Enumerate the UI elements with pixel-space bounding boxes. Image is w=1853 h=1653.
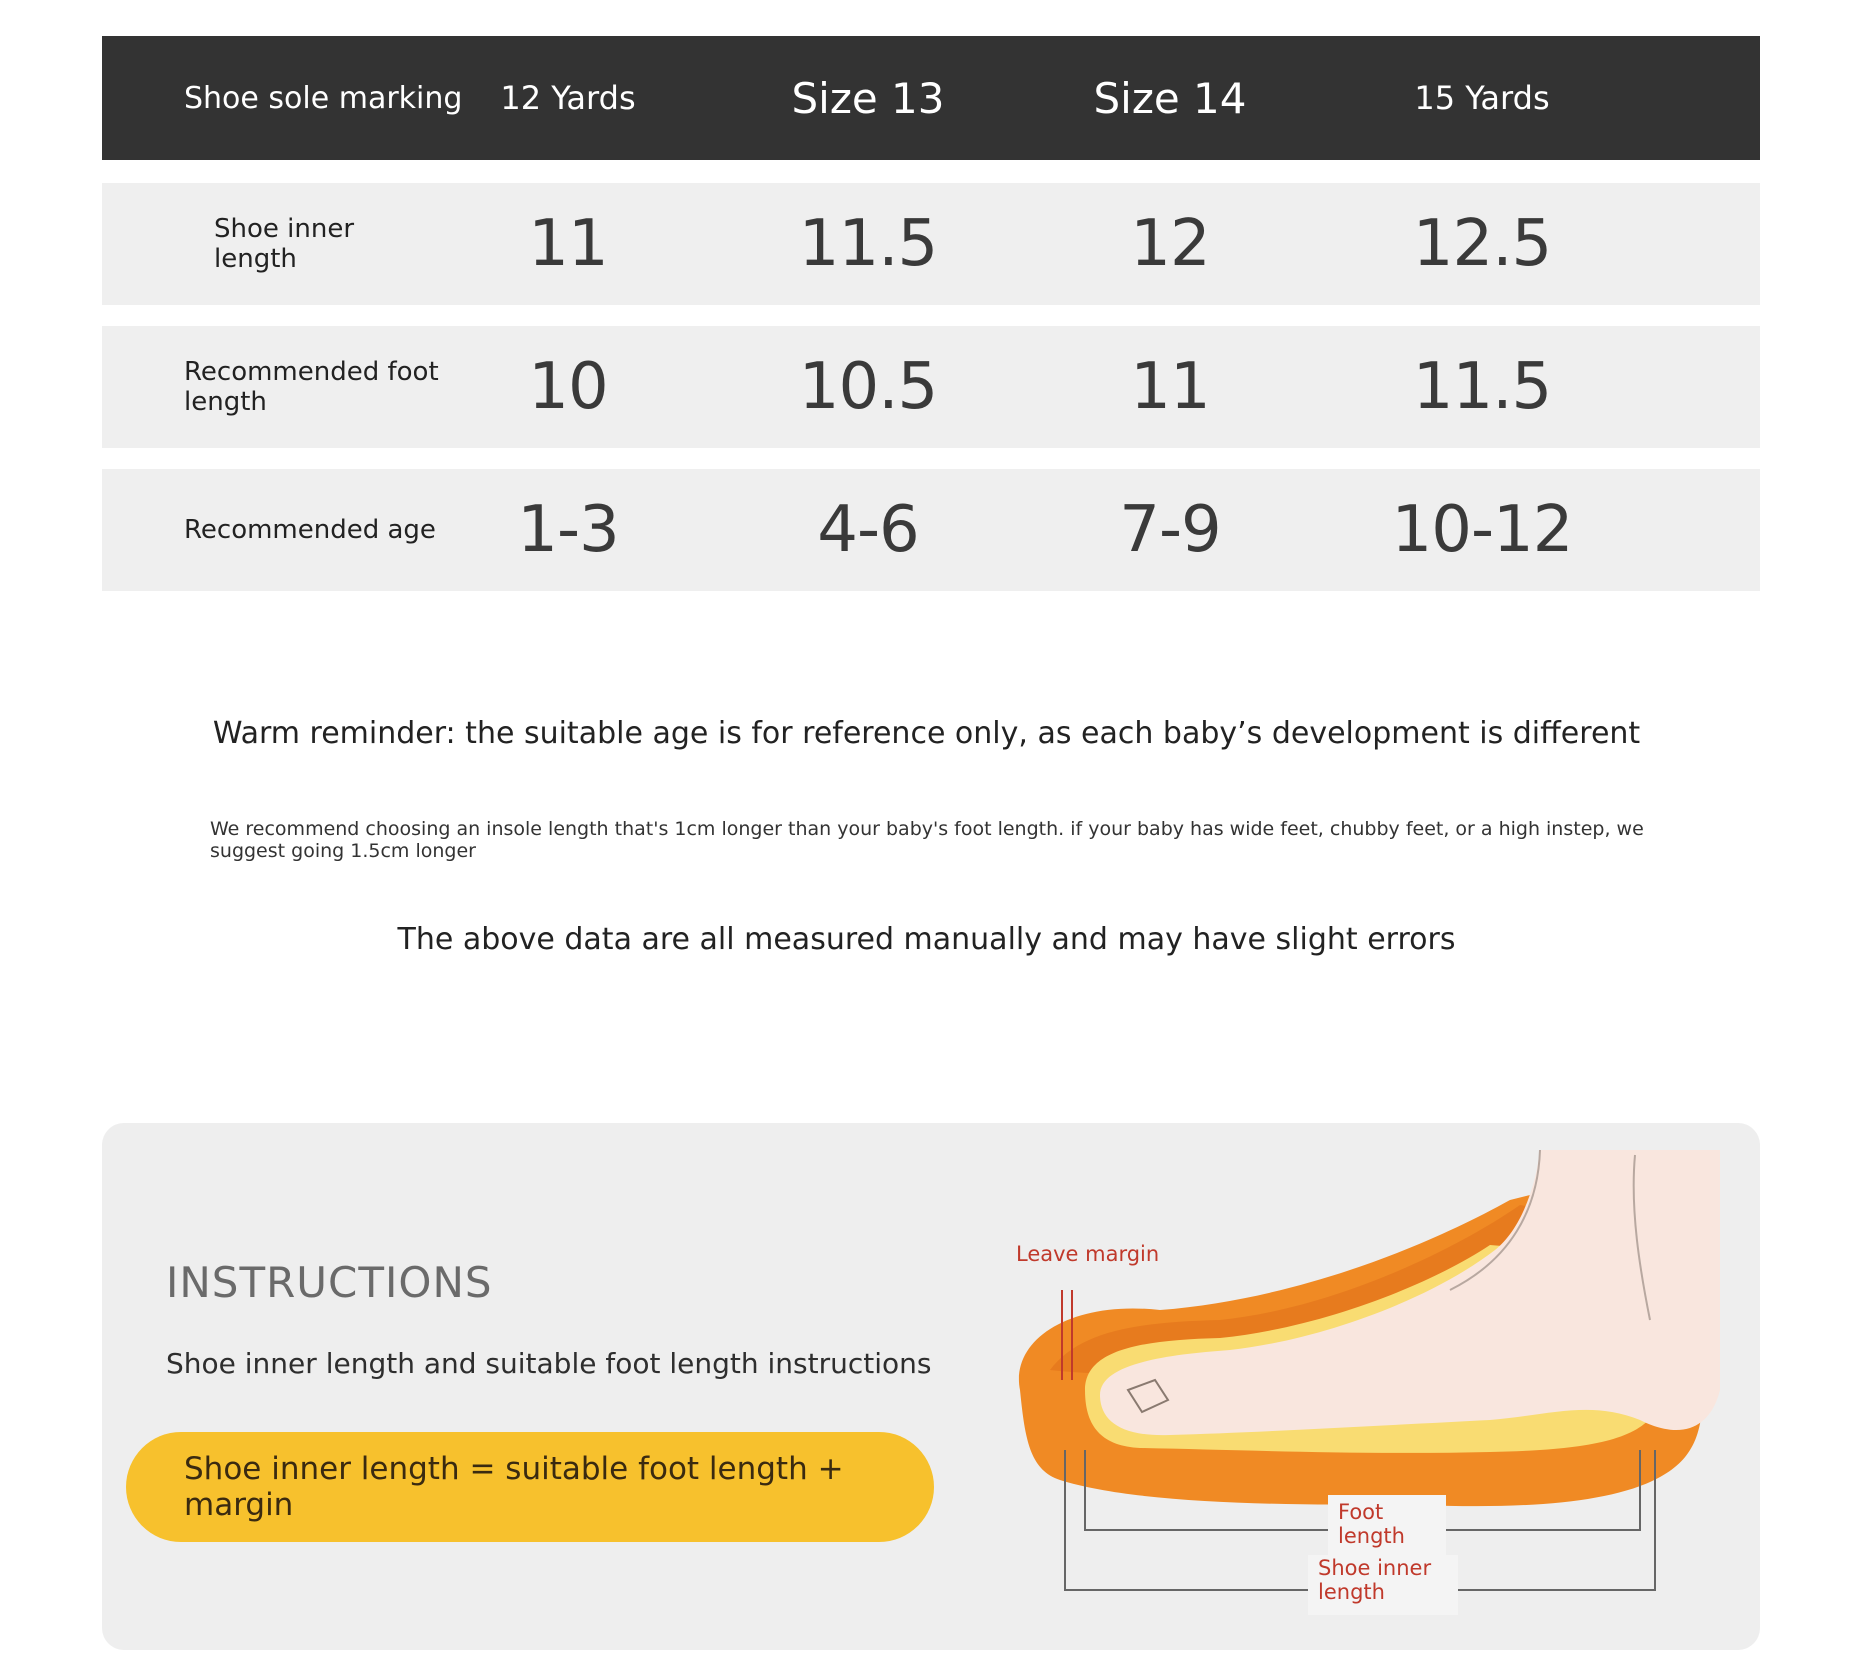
row-value: 11 — [528, 207, 608, 281]
row-value: 11.5 — [1412, 350, 1552, 424]
row-value: 12.5 — [1412, 207, 1552, 281]
row-value: 11.5 — [798, 207, 938, 281]
row-value: 1-3 — [517, 493, 619, 567]
row-value: 11 — [1130, 350, 1210, 424]
header-size-14: Size 14 — [1093, 73, 1247, 123]
foot-length-label — [1338, 1500, 1405, 1548]
table-row-recommended-age — [102, 469, 1760, 591]
shoe-inner-length-label-line-2: length — [1318, 1580, 1385, 1604]
row-value: 10 — [528, 350, 608, 424]
instructions-title: INSTRUCTIONS — [166, 1258, 493, 1307]
foot-length-label-line-1: Foot — [1338, 1500, 1384, 1524]
table-row-shoe-inner-length — [102, 183, 1760, 305]
row-label-line-2: length — [214, 244, 297, 274]
row-label: Recommended age — [184, 515, 436, 545]
leave-margin-label: Leave margin — [1016, 1242, 1160, 1266]
shoe-inner-length-label-line-1: Shoe inner — [1318, 1556, 1432, 1580]
row-label — [214, 183, 354, 305]
table-row-recommended-foot-length — [102, 326, 1760, 448]
shoe-diagram — [990, 1150, 1730, 1620]
shoe-cross-section-illustration — [990, 1150, 1730, 1620]
formula-pill — [126, 1432, 934, 1542]
instructions-subtitle: Shoe inner length and suitable foot length instructions — [166, 1347, 932, 1380]
foot-length-label-line-2: length — [1338, 1524, 1405, 1548]
insole-recommendation-text: We recommend choosing an insole length that's 1cm longer than your baby's foot length. if your baby has wide feet, chubby feet, or a high instep, we suggest going 1.5cm longer — [210, 818, 1644, 862]
header-size-13: Size 13 — [791, 73, 945, 123]
row-label-line-1: Shoe inner — [214, 214, 355, 244]
row-value: 10.5 — [798, 350, 938, 424]
formula-text: Shoe inner length = suitable foot length + margin — [184, 1451, 844, 1523]
row-label-line-1: Recommended foot — [184, 357, 439, 387]
header-size-15: 15 Yards — [1414, 79, 1550, 117]
row-value: 12 — [1130, 207, 1210, 281]
header-size-12: 12 Yards — [500, 79, 636, 117]
row-value: 10-12 — [1391, 493, 1573, 567]
warm-reminder-text: Warm reminder: the suitable age is for reference only, as each baby’s development is different — [212, 716, 1641, 751]
header-label: Shoe sole marking — [184, 80, 463, 116]
size-table-header — [102, 36, 1760, 160]
row-value: 7-9 — [1119, 493, 1221, 567]
row-label-line-2: length — [184, 387, 267, 417]
measurement-error-note: The above data are all measured manually and may have slight errors — [397, 922, 1456, 957]
shoe-inner-length-label — [1318, 1556, 1431, 1604]
row-value: 4-6 — [817, 493, 919, 567]
